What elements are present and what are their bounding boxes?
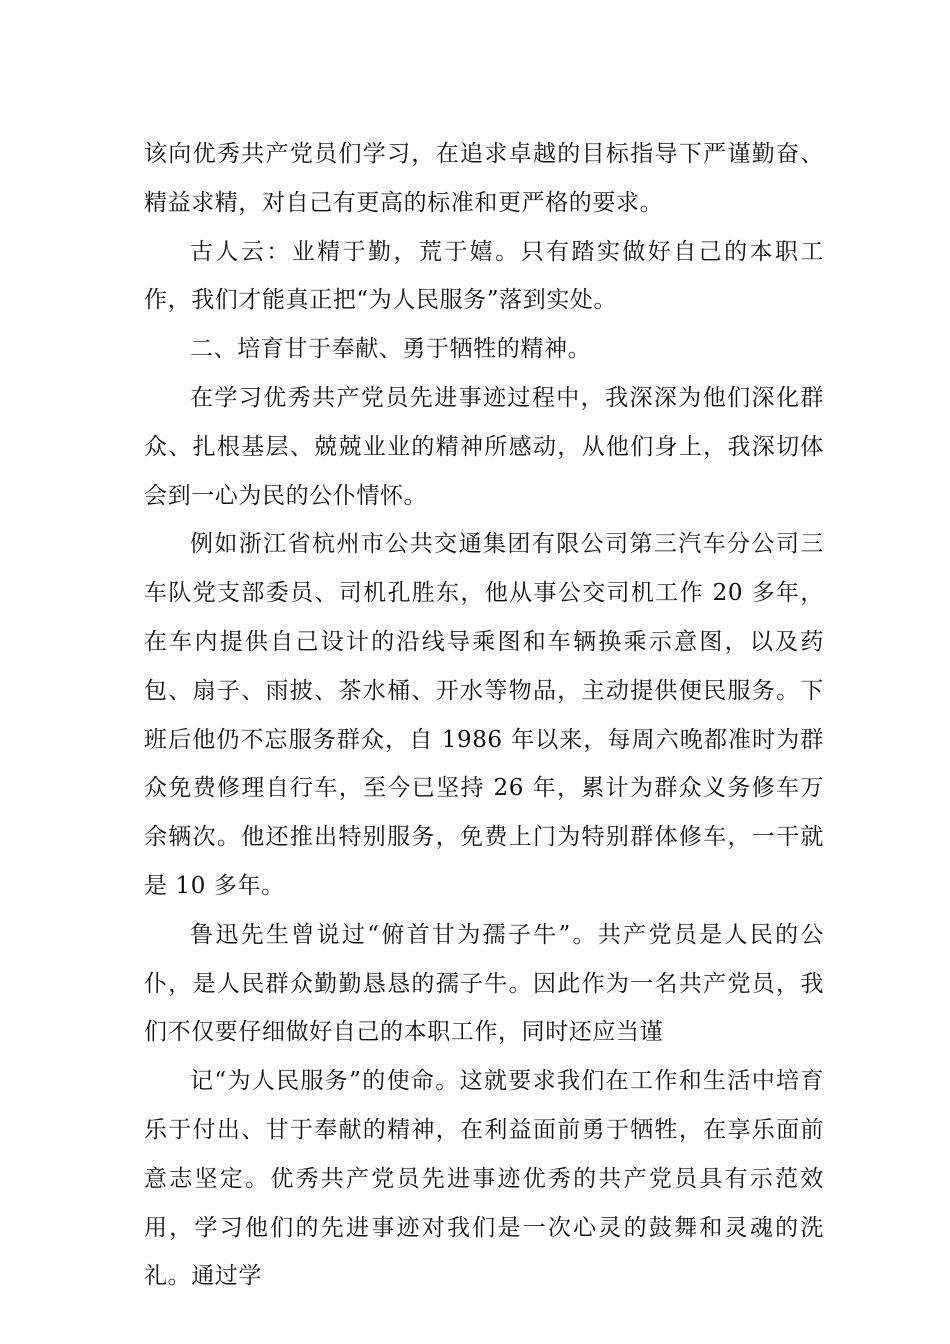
paragraph-1: 该向优秀共产党员们学习，在追求卓越的目标指导下严谨勤奋、精益求精，对自己有更高的标准和更严格的要求。 <box>144 141 824 216</box>
paragraph-6: 记“为人民服务”的使命。这就要求我们在工作和生活中培育乐于付出、甘于奉献的精神，在利益面前勇于牺牲，在享乐面前意志坚定。优秀共产党员先进事迹优秀的共产党员具有示范效用，学习他们的先进事迹对我们是一次心灵的鼓舞和灵魂的洗礼。通过学 <box>144 1068 824 1290</box>
paragraph-5: 鲁迅先生曾说过“俯首甘为孺子牛”。共产党员是人民的公仆，是人民群众勤勤恳恳的孺子牛。因此作为一名共产党员，我们不仅要仔细做好自己的本职工作，同时还应当谨 <box>144 921 824 1046</box>
paragraph-3: 在学习优秀共产党员先进事迹过程中，我深深为他们深化群众、扎根基层、兢兢业业的精神所感动，从他们身上，我深切体会到一心为民的公仆情怀。 <box>144 384 824 509</box>
section-heading: 二、培育甘于奉献、勇于牺牲的精神。 <box>190 336 592 363</box>
document-body <box>144 130 824 1301</box>
paragraph-4: 例如浙江省杭州市公共交通集团有限公司第三汽车分公司三车队党支部委员、司机孔胜东，他从事公交司机工作 20 多年，在车内提供自己设计的沿线导乘图和车辆换乘示意图，以及药包、扇子、雨披、茶水桶、开水等物品，主动提供便民服务。下班后他仍不忘服务群众，自 1986 年以来，每周六晚都准时为群众免费修理自行车，至今已坚持 26 年，累计为群众义务修车万余辆次。他还推出特别服务，免费上门为特别群体修车，一干就是 10 多年。 <box>144 531 824 899</box>
paragraph-2: 古人云：业精于勤，荒于嬉。只有踏实做好自己的本职工作，我们才能真正把“为人民服务”落到实处。 <box>144 238 824 314</box>
